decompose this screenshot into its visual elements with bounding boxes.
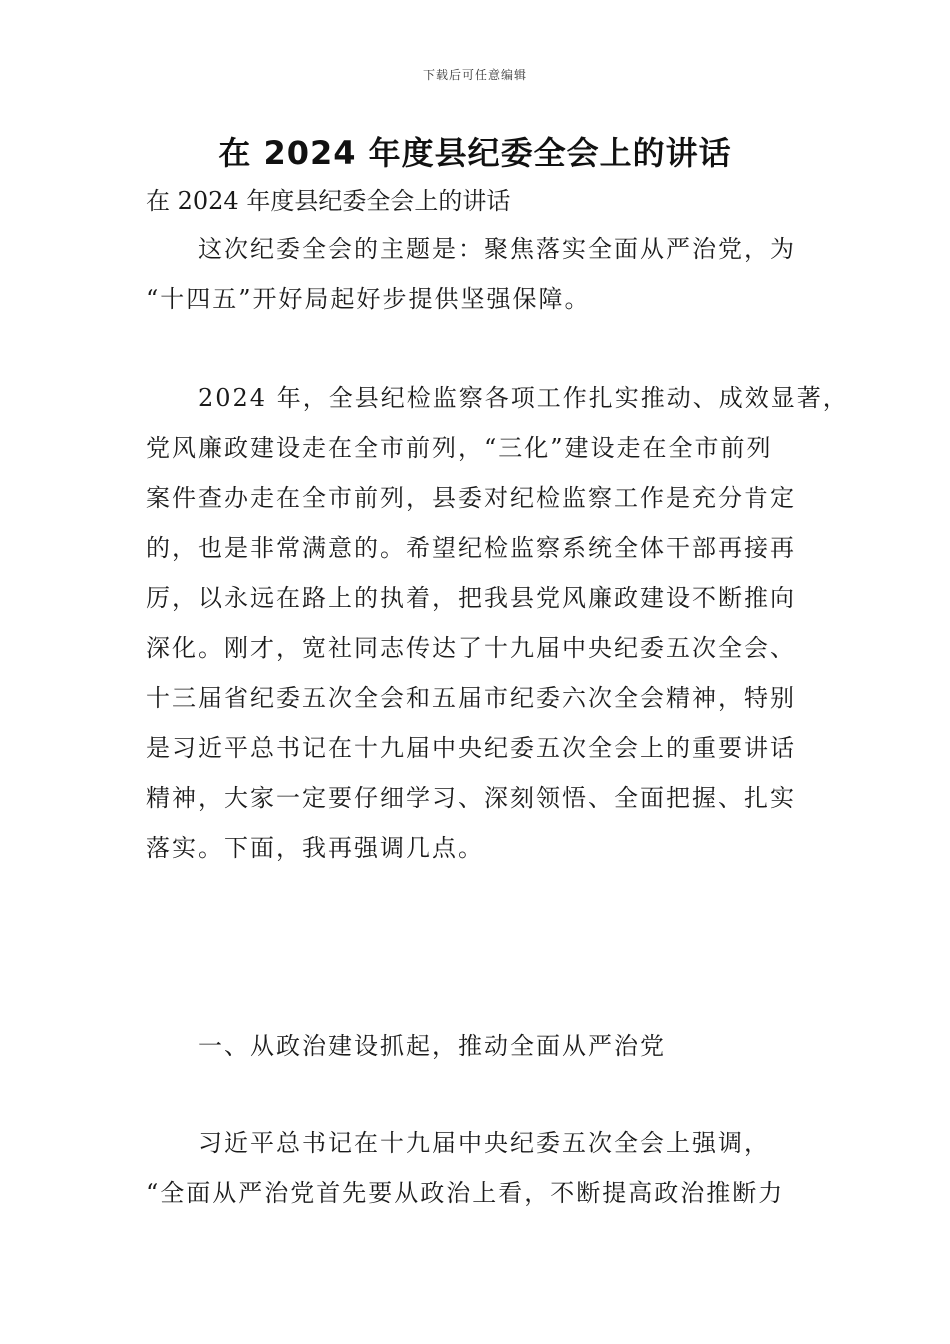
section-heading-1 bbox=[146, 1021, 816, 1071]
paragraph-line: “十四五”开好局起好步提供坚强保障。 bbox=[146, 285, 591, 313]
paragraph-line: 厉，以永远在路上的执着，把我县党风廉政建设不断推向 bbox=[146, 584, 796, 612]
section-heading-text: 一、从政治建设抓起，推动全面从严治党 bbox=[146, 1032, 666, 1060]
paragraph-line: 2024 年，全县纪检监察各项工作扎实推动、成效显著， bbox=[146, 384, 849, 412]
paragraph-line: 党风廉政建设走在全市前列，“三化”建设走在全市前列 bbox=[146, 434, 773, 462]
paragraph-line: 落实。下面，我再强调几点。 bbox=[146, 834, 484, 862]
paragraph-line: 案件查办走在全市前列，县委对纪检监察工作是充分肯定 bbox=[146, 484, 796, 512]
paragraph-line: “全面从严治党首先要从政治上看，不断提高政治推断力 bbox=[146, 1179, 785, 1207]
paragraph-line: 习近平总书记在十九届中央纪委五次全会上强调， bbox=[146, 1129, 770, 1157]
header-note: 下载后可任意编辑 bbox=[422, 68, 527, 82]
paragraph-line: 这次纪委全会的主题是：聚焦落实全面从严治党，为 bbox=[146, 235, 796, 263]
paragraph-line: 是习近平总书记在十九届中央纪委五次全会上的重要讲话 bbox=[146, 734, 796, 762]
paragraph-line: 的，也是非常满意的。希望纪检监察系统全体干部再接再 bbox=[146, 534, 796, 562]
paragraph-review bbox=[146, 373, 849, 873]
paragraph-theme bbox=[146, 224, 816, 324]
paragraph-line: 精神，大家一定要仔细学习、深刻领悟、全面把握、扎实 bbox=[146, 784, 796, 812]
paragraph-line: 深化。刚才，宽社同志传达了十九届中央纪委五次全会、 bbox=[146, 634, 796, 662]
document-title: 在 2024 年度县纪委全会上的讲话 bbox=[218, 134, 732, 172]
paragraph-line: 十三届省纪委五次全会和五届市纪委六次全会精神，特别 bbox=[146, 684, 796, 712]
document-subtitle: 在 2024 年度县纪委全会上的讲话 bbox=[146, 187, 511, 215]
paragraph-political bbox=[146, 1118, 816, 1218]
